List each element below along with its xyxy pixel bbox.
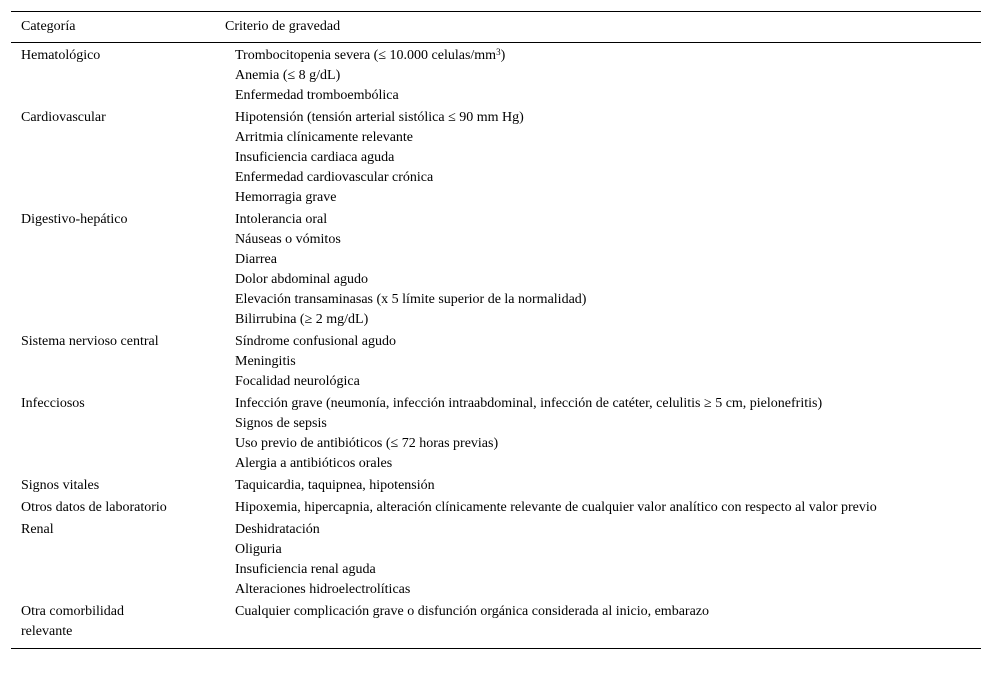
criterion-line: Síndrome confusional agudo bbox=[235, 334, 396, 349]
criterion-line: Cualquier complicación grave o disfunción orgánica considerada al inicio, embarazo bbox=[235, 604, 710, 619]
criterion-line: Dolor abdominal agudo bbox=[235, 272, 368, 287]
table-header-row bbox=[11, 12, 981, 42]
row-criteria bbox=[235, 520, 981, 600]
table-body bbox=[11, 43, 981, 648]
criterion-line: Meningitis bbox=[235, 354, 296, 369]
header-criterion: Criterio de gravedad bbox=[225, 19, 341, 34]
row-criteria bbox=[235, 476, 981, 496]
criterion-line: Náuseas o vómitos bbox=[235, 232, 341, 247]
table-row bbox=[11, 394, 981, 474]
criterion-line: Intolerancia oral bbox=[235, 212, 328, 227]
row-criteria bbox=[235, 210, 981, 330]
criterion-line: Alteraciones hidroelectrolíticas bbox=[235, 582, 411, 597]
criterion-line: Hipoxemia, hipercapnia, alteración clínicamente relevante de cualquier valor analítico con respecto al valor previo bbox=[235, 500, 877, 515]
table-row bbox=[11, 602, 981, 642]
row-category: Renal bbox=[21, 522, 54, 537]
superscript: 3 bbox=[496, 47, 501, 57]
criterion-line: Bilirrubina (≥ 2 mg/dL) bbox=[235, 312, 369, 327]
criterion-line: Alergia a antibióticos orales bbox=[235, 456, 393, 471]
criterion-line: Enfermedad tromboembólica bbox=[235, 88, 399, 103]
criterion-line: Oliguria bbox=[235, 542, 282, 557]
row-category: Signos vitales bbox=[21, 478, 100, 493]
table-row bbox=[11, 46, 981, 106]
table-bottom-rule bbox=[11, 648, 981, 649]
row-category: Digestivo-hepático bbox=[21, 212, 128, 227]
criterion-line: Trombocitopenia severa (≤ 10.000 celulas/$mm^3$) bbox=[235, 47, 506, 63]
table-row bbox=[11, 520, 981, 600]
criterion-line: Uso previo de antibióticos (≤ 72 horas previas) bbox=[235, 436, 499, 451]
row-category: Otros datos de laboratorio bbox=[21, 500, 167, 515]
criterion-line: Anemia (≤ 8 g/dL) bbox=[235, 68, 341, 83]
row-category: Cardiovascular bbox=[21, 110, 106, 125]
table-row bbox=[11, 498, 981, 518]
criterion-line: Insuficiencia renal aguda bbox=[235, 562, 376, 577]
row-criteria bbox=[235, 394, 981, 474]
criterion-line: Arritmia clínicamente relevante bbox=[235, 130, 414, 145]
header-category: Categoría bbox=[21, 19, 76, 34]
row-criteria bbox=[235, 108, 981, 208]
criterion-line: Signos de sepsis bbox=[235, 416, 327, 431]
criterion-line: Enfermedad cardiovascular crónica bbox=[235, 170, 434, 185]
criterion-line: Hemorragia grave bbox=[235, 190, 337, 205]
table-row bbox=[11, 108, 981, 208]
row-category: Hematológico bbox=[21, 48, 101, 63]
table-row bbox=[11, 476, 981, 496]
criterion-line: Taquicardia, taquipnea, hipotensión bbox=[235, 478, 435, 493]
row-criteria bbox=[235, 46, 981, 106]
criterion-line: Elevación transaminasas (x 5 límite superior de la normalidad) bbox=[235, 292, 587, 307]
row-criteria bbox=[235, 332, 981, 392]
row-category: Infecciosos bbox=[21, 396, 85, 411]
criterion-line: Hipotensión (tensión arterial sistólica ≤ 90 mm Hg) bbox=[235, 110, 524, 125]
row-category: Sistema nervioso central bbox=[21, 334, 159, 349]
criterion-line: Deshidratación bbox=[235, 522, 320, 537]
criterion-line: Insuficiencia cardiaca aguda bbox=[235, 150, 395, 165]
criterion-line: Focalidad neurológica bbox=[235, 374, 360, 389]
criterion-line: Diarrea bbox=[235, 252, 277, 267]
row-criteria bbox=[235, 602, 981, 622]
table-row bbox=[11, 332, 981, 392]
criterion-line: Infección grave (neumonía, infección intraabdominal, infección de catéter, celulitis ≥ 5 cm, pielonefritis) bbox=[235, 396, 823, 411]
row-criteria bbox=[235, 498, 981, 518]
severity-criteria-table bbox=[11, 11, 981, 649]
row-category: Otra comorbilidad relevante bbox=[21, 604, 125, 639]
table-row bbox=[11, 210, 981, 330]
